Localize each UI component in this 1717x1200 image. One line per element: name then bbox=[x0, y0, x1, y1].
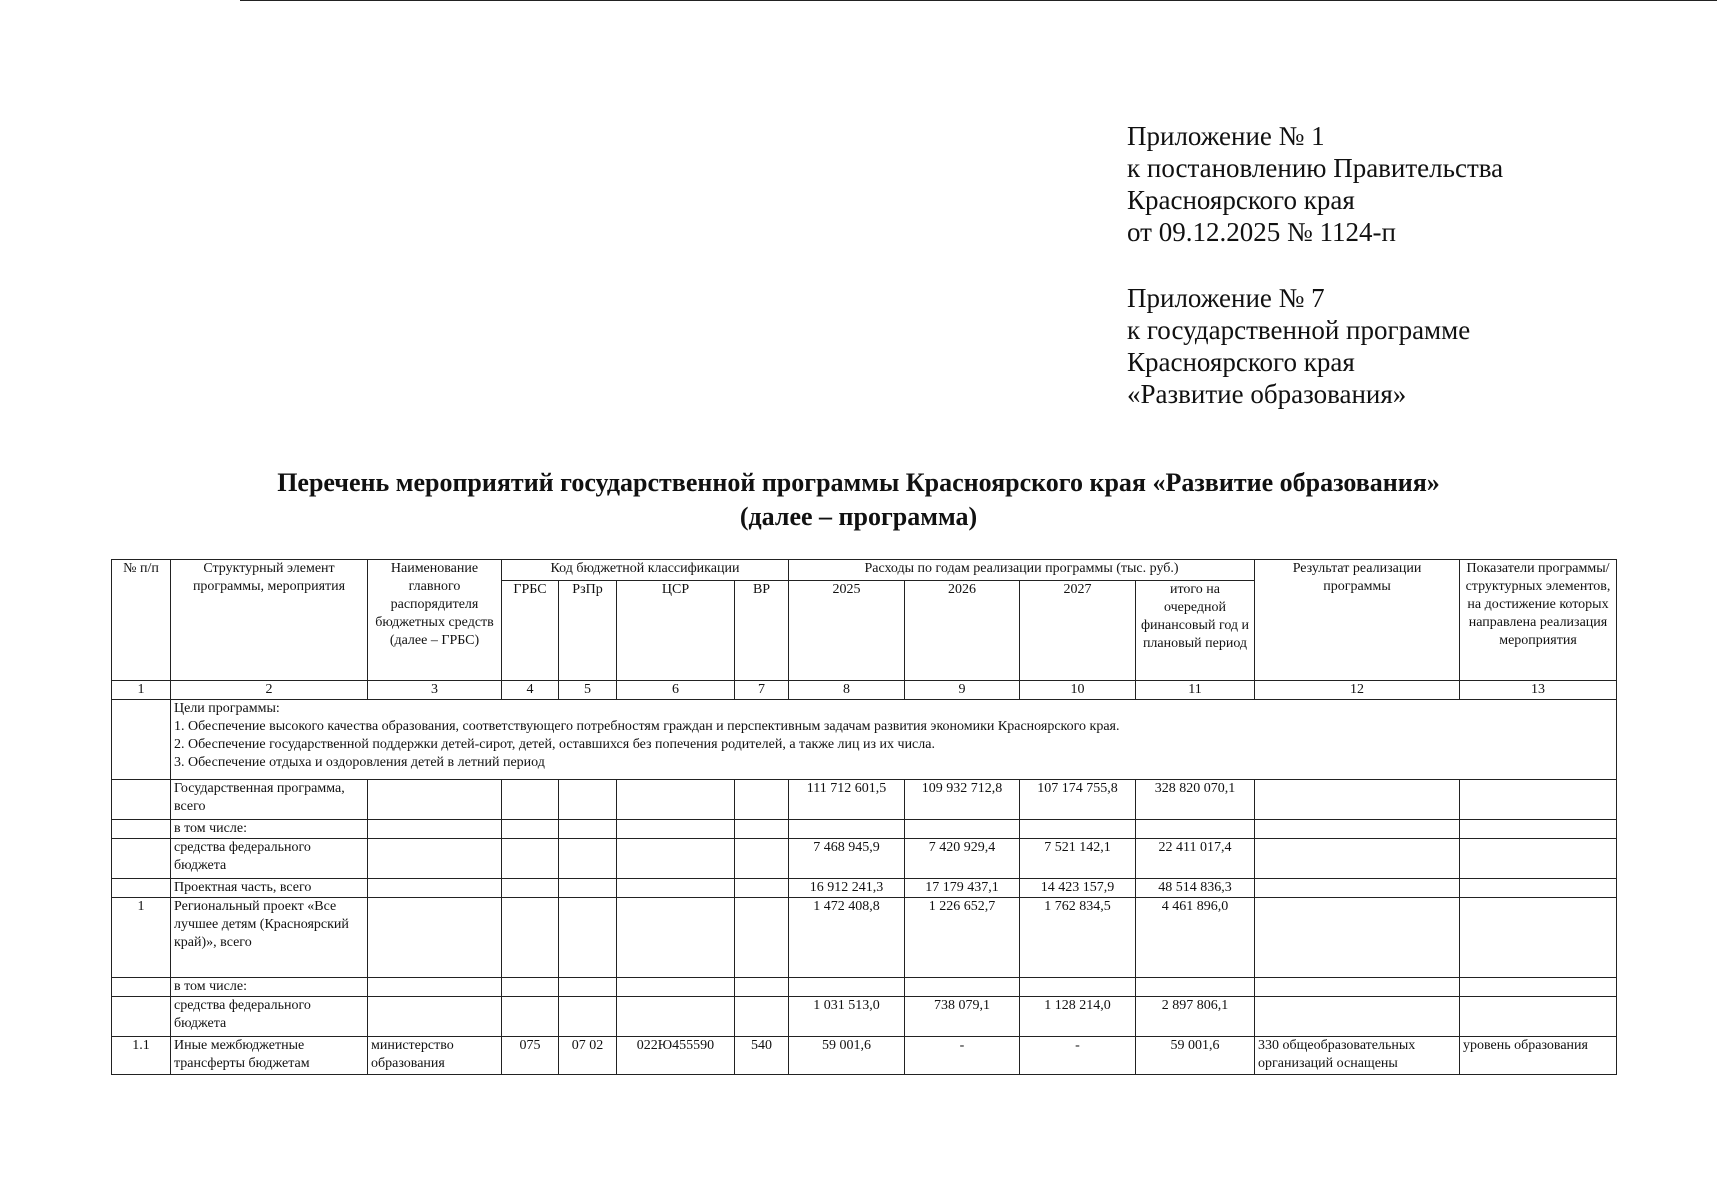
row-2026 bbox=[905, 978, 1020, 997]
row-total bbox=[1136, 978, 1255, 997]
table-row bbox=[112, 820, 1617, 839]
row-grbs-name: министерство образования bbox=[368, 1037, 502, 1075]
row-2025 bbox=[789, 978, 905, 997]
row-2027: - bbox=[1020, 1037, 1136, 1075]
row-vr bbox=[735, 978, 789, 997]
row-2027: 107 174 755,8 bbox=[1020, 780, 1136, 820]
row-2026: 7 420 929,4 bbox=[905, 839, 1020, 879]
row-grbs-name bbox=[368, 780, 502, 820]
row-num bbox=[112, 839, 171, 879]
row-2026 bbox=[905, 820, 1020, 839]
goal-item: 2. Обеспечение государственной поддержки детей-сирот, детей, оставшихся без попечения родителей, а также лиц из их числа. bbox=[174, 737, 935, 752]
row-vr bbox=[735, 780, 789, 820]
goals-num-cell bbox=[112, 700, 171, 780]
column-number-cell: 8 bbox=[789, 681, 905, 700]
row-rzpr: 07 02 bbox=[559, 1037, 617, 1075]
row-num bbox=[112, 997, 171, 1037]
header-result: Результат реализации программы bbox=[1255, 560, 1460, 681]
row-grbs bbox=[502, 780, 559, 820]
row-2026: 738 079,1 bbox=[905, 997, 1020, 1037]
row-2027 bbox=[1020, 978, 1136, 997]
annex-7-line: Красноярского края bbox=[1127, 347, 1355, 377]
row-grbs bbox=[502, 898, 559, 978]
row-rzpr bbox=[559, 879, 617, 898]
row-rzpr bbox=[559, 978, 617, 997]
header-num: № п/п bbox=[112, 560, 171, 681]
row-rzpr bbox=[559, 997, 617, 1037]
row-rzpr bbox=[559, 898, 617, 978]
row-csr bbox=[617, 820, 735, 839]
row-result bbox=[1255, 780, 1460, 820]
row-2027: 1 762 834,5 bbox=[1020, 898, 1136, 978]
row-2025: 59 001,6 bbox=[789, 1037, 905, 1075]
goal-item: 3. Обеспечение отдыха и оздоровления детей в летний период bbox=[174, 755, 545, 770]
row-num bbox=[112, 879, 171, 898]
top-border-line bbox=[240, 0, 1717, 1]
row-result bbox=[1255, 898, 1460, 978]
row-2026: 1 226 652,7 bbox=[905, 898, 1020, 978]
row-2026: - bbox=[905, 1037, 1020, 1075]
row-grbs: 075 bbox=[502, 1037, 559, 1075]
annex-7-block bbox=[1127, 282, 1470, 410]
row-csr: 022Ю455590 bbox=[617, 1037, 735, 1075]
column-number-cell: 3 bbox=[368, 681, 502, 700]
row-grbs-name bbox=[368, 898, 502, 978]
header-vr: ВР bbox=[735, 581, 789, 681]
row-2025: 1 031 513,0 bbox=[789, 997, 905, 1037]
row-name: Региональный проект «Все лучшее детям (Красноярский край)», всего bbox=[171, 898, 368, 978]
row-vr bbox=[735, 839, 789, 879]
row-grbs-name bbox=[368, 997, 502, 1037]
column-number-cell: 5 bbox=[559, 681, 617, 700]
row-rzpr bbox=[559, 839, 617, 879]
row-num: 1 bbox=[112, 898, 171, 978]
row-result bbox=[1255, 820, 1460, 839]
table-row bbox=[112, 898, 1617, 978]
header-2027: 2027 bbox=[1020, 581, 1136, 681]
header-row bbox=[112, 560, 1617, 581]
annex-7-line: «Развитие образования» bbox=[1127, 379, 1407, 409]
row-total: 4 461 896,0 bbox=[1136, 898, 1255, 978]
annex-1-block bbox=[1127, 120, 1503, 248]
column-number-cell: 9 bbox=[905, 681, 1020, 700]
row-indicator bbox=[1460, 820, 1617, 839]
row-result bbox=[1255, 879, 1460, 898]
column-number-cell: 11 bbox=[1136, 681, 1255, 700]
row-name: Проектная часть, всего bbox=[171, 879, 368, 898]
table-row bbox=[112, 839, 1617, 879]
row-num bbox=[112, 978, 171, 997]
row-rzpr bbox=[559, 820, 617, 839]
row-grbs bbox=[502, 839, 559, 879]
header-indicators: Показатели программы/ структурных элементов, на достижение которых направлена реализация мероприятия bbox=[1460, 560, 1617, 681]
row-indicator bbox=[1460, 839, 1617, 879]
column-number-cell: 13 bbox=[1460, 681, 1617, 700]
column-number-cell: 6 bbox=[617, 681, 735, 700]
row-num bbox=[112, 820, 171, 839]
table-row bbox=[112, 978, 1617, 997]
row-2027: 14 423 157,9 bbox=[1020, 879, 1136, 898]
row-grbs-name bbox=[368, 839, 502, 879]
row-2027: 1 128 214,0 bbox=[1020, 997, 1136, 1037]
document-title-line: (далее – программа) bbox=[739, 502, 978, 531]
row-grbs-name bbox=[368, 879, 502, 898]
annex-7-line: Приложение № 7 bbox=[1127, 283, 1325, 313]
row-indicator bbox=[1460, 780, 1617, 820]
row-grbs bbox=[502, 978, 559, 997]
row-total: 328 820 070,1 bbox=[1136, 780, 1255, 820]
row-name: Государственная программа, всего bbox=[171, 780, 368, 820]
row-2025: 1 472 408,8 bbox=[789, 898, 905, 978]
column-number-row bbox=[112, 681, 1617, 700]
row-name: средства федерального бюджета bbox=[171, 997, 368, 1037]
row-rzpr bbox=[559, 780, 617, 820]
row-total: 22 411 017,4 bbox=[1136, 839, 1255, 879]
header-csr: ЦСР bbox=[617, 581, 735, 681]
annex-1-line: к постановлению Правительства bbox=[1127, 153, 1504, 183]
header-total: итого на очередной финансовый год и плановый период bbox=[1136, 581, 1255, 681]
header-expenses: Расходы по годам реализации программы (тыс. руб.) bbox=[789, 560, 1255, 581]
row-csr bbox=[617, 997, 735, 1037]
header-2025: 2025 bbox=[789, 581, 905, 681]
row-csr bbox=[617, 780, 735, 820]
row-csr bbox=[617, 839, 735, 879]
column-number-cell: 1 bbox=[112, 681, 171, 700]
row-indicator: уровень образования bbox=[1460, 1037, 1617, 1075]
column-number-cell: 2 bbox=[171, 681, 368, 700]
row-indicator bbox=[1460, 898, 1617, 978]
row-vr bbox=[735, 820, 789, 839]
row-total: 2 897 806,1 bbox=[1136, 997, 1255, 1037]
table-row bbox=[112, 879, 1617, 898]
row-2026: 109 932 712,8 bbox=[905, 780, 1020, 820]
row-grbs-name bbox=[368, 978, 502, 997]
header-element: Структурный элемент программы, мероприятия bbox=[171, 560, 368, 681]
row-2025: 16 912 241,3 bbox=[789, 879, 905, 898]
goals-cell bbox=[171, 700, 1617, 780]
goals-row bbox=[112, 700, 1617, 780]
annex-1-line: Приложение № 1 bbox=[1127, 121, 1325, 151]
activities-table bbox=[111, 559, 1617, 1075]
row-2027: 7 521 142,1 bbox=[1020, 839, 1136, 879]
row-name: в том числе: bbox=[171, 978, 368, 997]
goals-heading: Цели программы: bbox=[174, 701, 280, 716]
header-2026: 2026 bbox=[905, 581, 1020, 681]
column-number-cell: 10 bbox=[1020, 681, 1136, 700]
column-number-cell: 7 bbox=[735, 681, 789, 700]
row-total: 59 001,6 bbox=[1136, 1037, 1255, 1075]
row-name: средства федерального бюджета bbox=[171, 839, 368, 879]
row-2025: 7 468 945,9 bbox=[789, 839, 905, 879]
row-result bbox=[1255, 978, 1460, 997]
row-2025: 111 712 601,5 bbox=[789, 780, 905, 820]
row-csr bbox=[617, 879, 735, 898]
annex-1-line: от 09.12.2025 № 1124-п bbox=[1127, 217, 1396, 247]
document-title bbox=[0, 466, 1717, 534]
row-num: 1.1 bbox=[112, 1037, 171, 1075]
row-total: 48 514 836,3 bbox=[1136, 879, 1255, 898]
document-title-line: Перечень мероприятий государственной программы Красноярского края «Развитие образования» bbox=[277, 468, 1440, 497]
column-number-cell: 4 bbox=[502, 681, 559, 700]
header-budget-code: Код бюджетной классификации bbox=[502, 560, 789, 581]
row-result bbox=[1255, 839, 1460, 879]
row-result bbox=[1255, 997, 1460, 1037]
row-indicator bbox=[1460, 879, 1617, 898]
row-name: Иные межбюджетные трансферты бюджетам bbox=[171, 1037, 368, 1075]
row-grbs bbox=[502, 997, 559, 1037]
row-2026: 17 179 437,1 bbox=[905, 879, 1020, 898]
table-row bbox=[112, 997, 1617, 1037]
row-csr bbox=[617, 978, 735, 997]
row-grbs bbox=[502, 879, 559, 898]
header-grbs-name: Наименование главного распорядителя бюджетных средств (далее – ГРБС) bbox=[368, 560, 502, 681]
annex-1-line: Красноярского края bbox=[1127, 185, 1355, 215]
row-vr bbox=[735, 997, 789, 1037]
row-vr: 540 bbox=[735, 1037, 789, 1075]
column-number-cell: 12 bbox=[1255, 681, 1460, 700]
row-grbs bbox=[502, 820, 559, 839]
row-vr bbox=[735, 879, 789, 898]
row-csr bbox=[617, 898, 735, 978]
row-grbs-name bbox=[368, 820, 502, 839]
table-row bbox=[112, 780, 1617, 820]
table-row bbox=[112, 1037, 1617, 1075]
row-result: 330 общеобразовательных организаций оснащены bbox=[1255, 1037, 1460, 1075]
row-total bbox=[1136, 820, 1255, 839]
header-rzpr: РзПр bbox=[559, 581, 617, 681]
header-grbs: ГРБС bbox=[502, 581, 559, 681]
row-2027 bbox=[1020, 820, 1136, 839]
row-vr bbox=[735, 898, 789, 978]
row-name: в том числе: bbox=[171, 820, 368, 839]
row-indicator bbox=[1460, 997, 1617, 1037]
goal-item: 1. Обеспечение высокого качества образования, соответствующего потребностям граждан и перспективным задачам развития экономики Красноярского края. bbox=[174, 719, 1120, 734]
row-indicator bbox=[1460, 978, 1617, 997]
row-num bbox=[112, 780, 171, 820]
annex-7-line: к государственной программе bbox=[1127, 315, 1471, 345]
row-2025 bbox=[789, 820, 905, 839]
